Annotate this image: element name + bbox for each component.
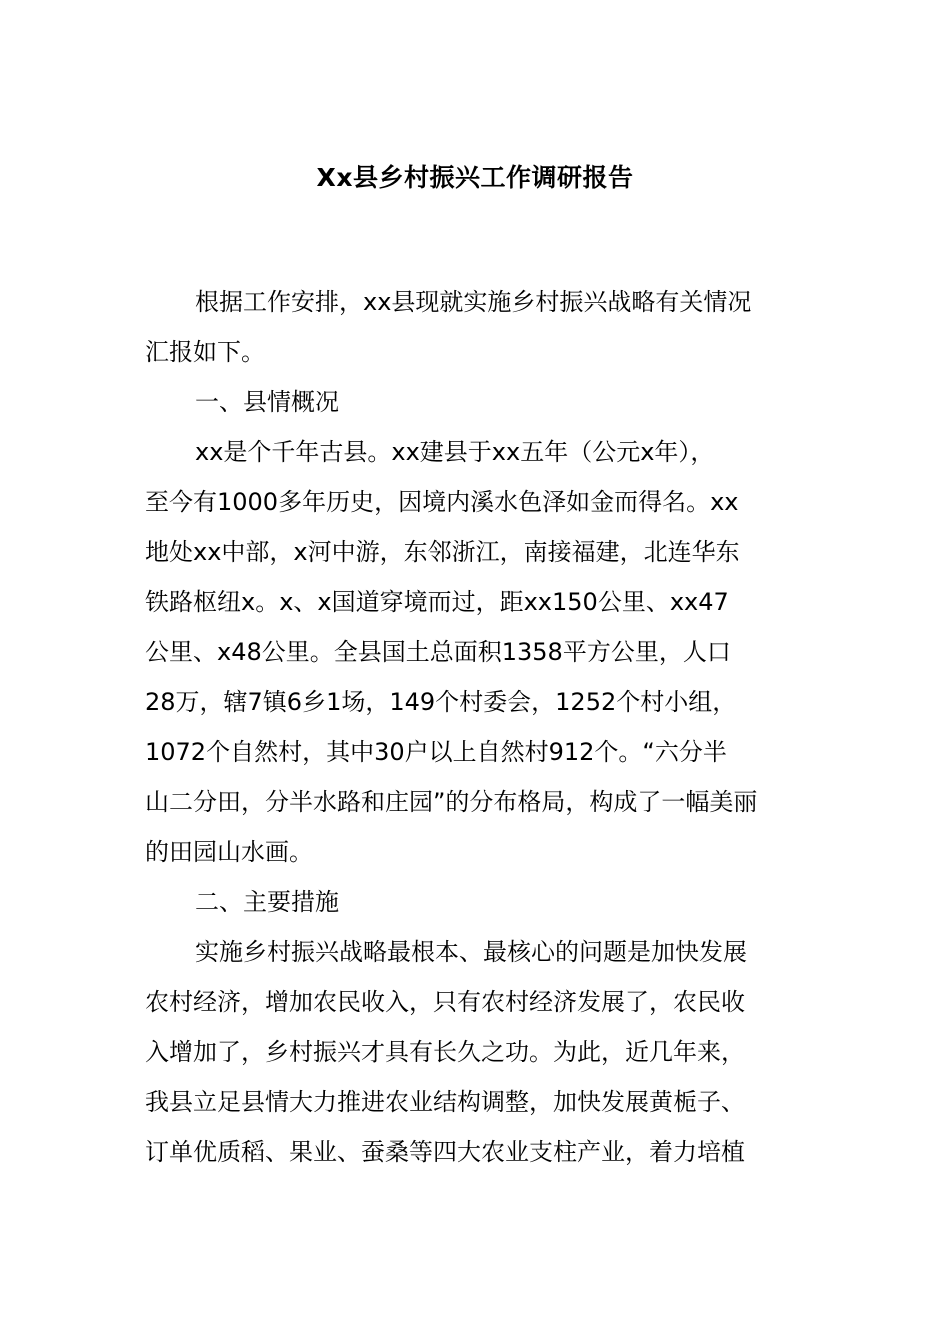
section-heading: 二、主要措施 [195,888,339,916]
paragraph-line: 汇报如下。 [145,338,265,366]
paragraph-line: 公里、x48公里。全县国土总面积1358平方公里，人口 [145,638,731,666]
section-heading: 一、县情概况 [195,388,339,416]
paragraph-line: 我县立足县情大力推进农业结构调整，加快发展黄栀子、 [145,1088,745,1116]
paragraph-line: 1072个自然村，其中30户以上自然村912个。“六分半 [145,738,727,766]
paragraph-line: 的田园山水画。 [145,838,313,866]
paragraph-line: 铁路枢纽x。x、x国道穿境而过，距xx150公里、xx47 [145,588,729,616]
paragraph-line: xx是个千年古县。xx建县于xx五年（公元x年）， [195,438,715,466]
paragraph-line: 农村经济，增加农民收入，只有农村经济发展了，农民收 [145,988,745,1016]
paragraph-line: 至今有1000多年历史，因境内溪水色泽如金而得名。xx [145,488,739,516]
paragraph-line: 地处xx中部，x河中游，东邻浙江，南接福建，北连华东 [145,538,740,566]
paragraph-line: 订单优质稻、果业、蚕桑等四大农业支柱产业，着力培植 [145,1138,745,1166]
document-body [145,277,835,1177]
paragraph-line: 28万，辖7镇6乡1场，149个村委会，1252个村小组， [145,688,737,716]
paragraph-line: 实施乡村振兴战略最根本、最核心的问题是加快发展 [195,938,747,966]
document-title: Xx县乡村振兴工作调研报告 [316,163,634,192]
paragraph-line: 入增加了，乡村振兴才具有长久之功。为此，近几年来， [145,1038,745,1066]
paragraph-line: 根据工作安排，xx县现就实施乡村振兴战略有关情况 [195,288,752,316]
paragraph-line: 山二分田，分半水路和庄园”的分布格局，构成了一幅美丽 [145,788,758,816]
